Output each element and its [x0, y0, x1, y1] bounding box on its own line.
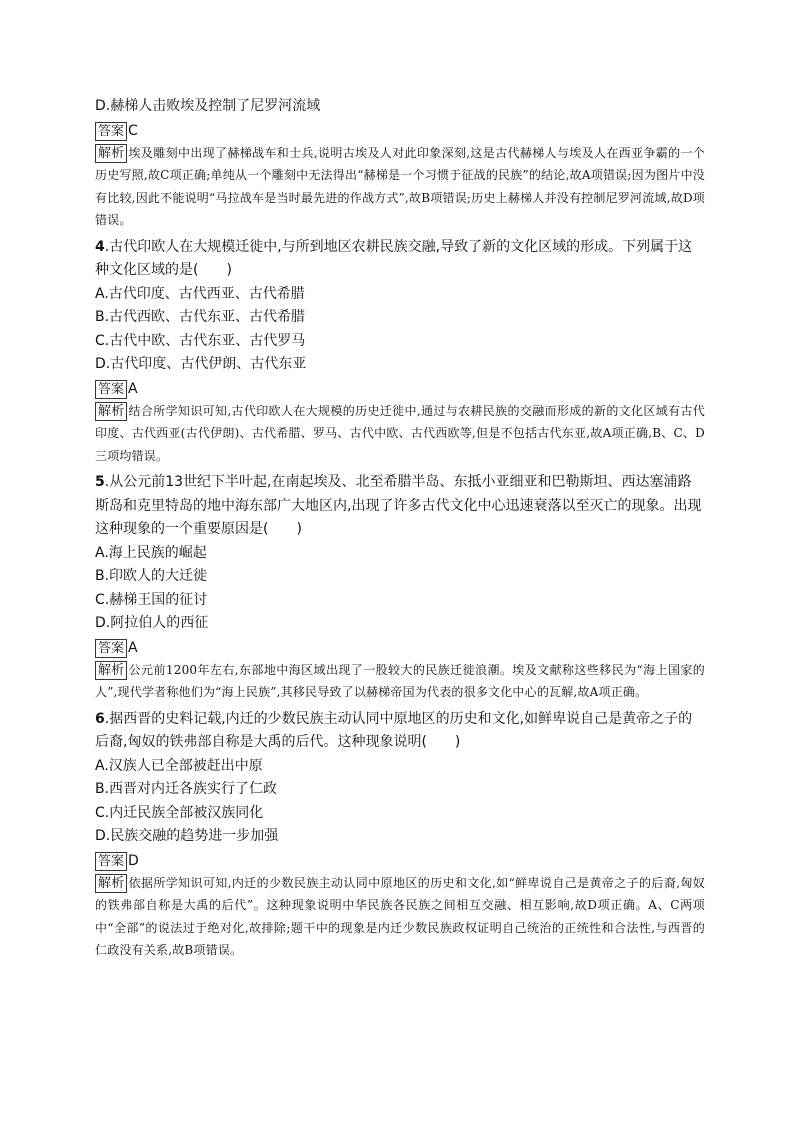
answer-line	[95, 120, 705, 142]
question-number: 6	[95, 710, 105, 727]
question-5	[95, 471, 705, 704]
answer-label: 答案	[95, 380, 127, 399]
explanation-label: 解析	[95, 874, 127, 893]
option-a: A.海上民族的崛起	[95, 544, 207, 561]
option-b: B.西晋对内迁各族实行了仁政	[95, 781, 278, 797]
option-c: C.古代中欧、古代东亚、古代罗马	[95, 332, 306, 349]
answer-line	[95, 850, 705, 872]
explanation-text: 结合所学知识可知,古代印欧人在大规模的历史迁徙中,通过与农耕民族的交融而形成的新的文化区域有古代印度、古代西亚(古代伊朗)、古代希腊、罗马、古代中欧、古代西欧等,但是不包括古代东亚,故A项正确,B、C、D三项均错误。	[95, 403, 705, 463]
option-a: A.古代印度、古代西亚、古代希腊	[95, 285, 305, 302]
option-c: C.赫梯王国的征讨	[95, 591, 208, 608]
option-d: D.赫梯人击败埃及控制了尼罗河流域	[95, 98, 321, 114]
explanation	[95, 659, 705, 704]
answer-value: A	[128, 639, 138, 656]
explanation-text: 埃及雕刻中出现了赫梯战车和士兵,说明古埃及人对此印象深刻,这是古代赫梯人与埃及人在西亚争霸的一个历史写照,故C项正确;单纯从一个雕刻中无法得出“赫梯是一个习惯于征战的民族”的结论,故A项错误;因为图片中没有比较,因此不能说明“马拉战车是当时最先进的作战方式”,故B项错误;历史上赫梯人并没有控制尼罗河流域,故D项错误。	[95, 145, 705, 227]
question-6	[95, 708, 705, 962]
answer-label: 答案	[95, 852, 127, 871]
option-b: B.印欧人的大迁徙	[95, 568, 208, 584]
question-stem	[95, 708, 705, 755]
explanation	[95, 400, 705, 468]
explanation-label: 解析	[95, 144, 127, 163]
option-b: B.古代西欧、古代东亚、古代希腊	[95, 309, 306, 325]
option-c: C.内迁民族全部被汉族同化	[95, 804, 264, 821]
question-text: .从公元前13世纪下半叶起,在南起埃及、北至希腊半岛、东抵小亚细亚和巴勒斯坦、西达塞浦路斯岛和克里特岛的地中海东部广大地区内,出现了许多古代文化中心迅速衰落以至灭亡的现象。出现这种现象的一个重要原因是( )	[95, 474, 702, 537]
answer-value: A	[128, 380, 138, 397]
option-d: D.古代印度、古代伊朗、古代东亚	[95, 356, 307, 372]
question-4	[95, 236, 705, 468]
option-d: D.阿拉伯人的西征	[95, 615, 209, 631]
answer-label: 答案	[95, 639, 127, 658]
question-number: 5	[95, 474, 105, 490]
answer-value: C	[128, 122, 138, 139]
question-3-tail	[95, 95, 705, 232]
document-page	[95, 95, 705, 966]
answer-label: 答案	[95, 122, 127, 141]
explanation-label: 解析	[95, 661, 127, 680]
question-text: .古代印欧人在大规模迁徙中,与所到地区农耕民族交融,导致了新的文化区域的形成。下列属于这种文化区域的是( )	[95, 238, 693, 278]
answer-line	[95, 637, 705, 659]
option-a: A.汉族人已全部被赶出中原	[95, 757, 263, 774]
explanation	[95, 142, 705, 232]
answer-line	[95, 378, 705, 400]
explanation-label: 解析	[95, 402, 127, 421]
explanation-text: 公元前1200年左右,东部地中海区域出现了一股较大的民族迁徙浪潮。埃及文献称这些移民为“海上国家的人”,现代学者称他们为“海上民族”,其移民导致了以赫梯帝国为代表的很多文化中心的瓦解,故A项正确。	[95, 662, 705, 699]
option-d: D.民族交融的趋势进一步加强	[95, 828, 279, 844]
explanation-text: 依据所学知识可知,内迁的少数民族主动认同中原地区的历史和文化,如“鲜卑说自己是黄帝之子的后裔,匈奴的铁弗部自称是大禹的后代”。这种现象说明中华民族各民族之间相互交融、相互影响,故D项正确。A、C两项中“全部”的说法过于绝对化,故排除;题干中的现象是内迁少数民族政权证明自己统治的正统性和合法性,与西晋的仁政没有关系,故B项错误。	[95, 875, 705, 957]
question-stem	[95, 236, 705, 283]
question-number: 4	[95, 238, 105, 255]
answer-value: D	[128, 852, 139, 869]
question-text: .据西晋的史料记载,内迁的少数民族主动认同中原地区的历史和文化,如鲜卑说自己是黄帝之子的后裔,匈奴的铁弗部自称是大禹的后代。这种现象说明( )	[95, 710, 693, 750]
explanation	[95, 872, 705, 962]
question-stem	[95, 471, 705, 542]
